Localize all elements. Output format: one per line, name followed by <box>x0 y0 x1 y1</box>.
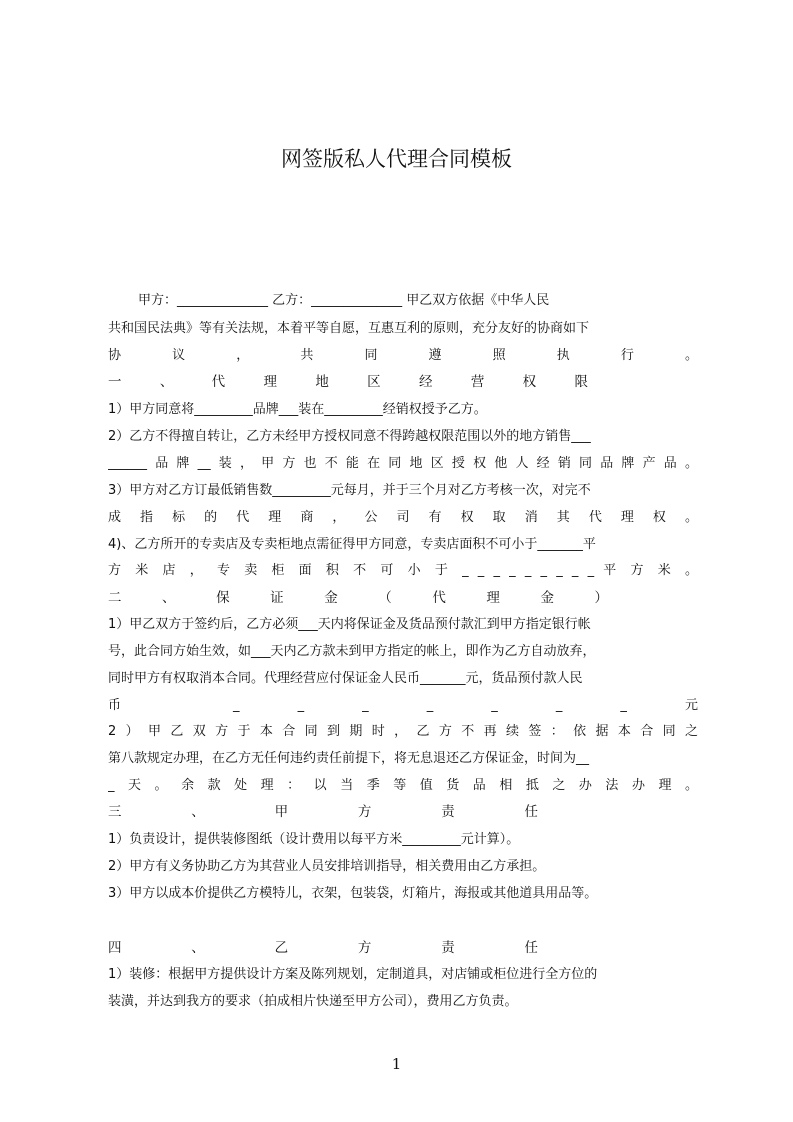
clause-line: 方 米 店 ， 专 卖 柜 面 积 不 可 小 于 _ _ _ _ _ _ _ _ _ 平 方 米 。 <box>108 563 698 578</box>
clause-line: 1）甲方同意将_________品牌___装在_________经销权授予乙方。 <box>108 402 487 417</box>
clause-line: 币 _ _ _ _ _ _ _ 元 <box>108 698 698 713</box>
body-line: 协 议 ， 共 同 遵 照 执 行 。 <box>108 348 698 363</box>
section-heading-4: 四 、 乙 方 责 任 <box>108 940 538 956</box>
document-title: 网签版私人代理合同模板 <box>281 147 512 171</box>
clause-line: 1）负责设计，提供装修图纸（设计费用以每平方米_________元计算）。 <box>108 832 520 847</box>
section-heading-3: 三 、 甲 方 责 任 <box>108 804 538 820</box>
body-line-parties: 甲方：______________ 乙方：______________ 甲乙双方依据《中华人民 <box>138 293 550 308</box>
clause-line: 3）甲方以成本价提供乙方模特儿，衣架，包装袋，灯箱片，海报或其他道具用品等。 <box>108 886 598 901</box>
page-number: 1 <box>391 1055 402 1073</box>
body-line: 共和国民法典》等有关法规，本着平等自愿，互惠互利的原则，充分友好的协商如下 <box>108 321 590 336</box>
clause-line: 2）乙方不得擅自转让，乙方未经甲方授权同意不得跨越权限范围以外的地方销售___ <box>108 429 591 444</box>
clause-line: 3）甲方对乙方订最低销售数_________元每月，并于三个月对乙方考核一次，对完不 <box>108 483 591 498</box>
section-heading-2: 二 、 保 证 金 （ 代 理 金 ） <box>108 590 608 606</box>
clause-line: 4)、乙方所开的专卖店及专卖柜地点需征得甲方同意，专卖店面积不可小于_______平 <box>108 537 596 552</box>
clause-line: 装潢，并达到我方的要求（拍成相片快递至甲方公司），费用乙方负责。 <box>108 994 518 1009</box>
clause-line: 同时甲方有权取消本合同。代理经营应付保证金人民币_______元，货品预付款人民 <box>108 671 583 686</box>
clause-line: _天。余款处理：以当季等值货品相抵之办法办理。 <box>108 778 698 793</box>
section-heading-1: 一 、 代 理 地 区 经 营 权 限 <box>108 374 588 390</box>
clause-line: 2）甲方有义务协助乙方为其营业人员安排培训指导，相关费用由乙方承担。 <box>108 859 546 874</box>
clause-line: 第八款规定办理，在乙方无任何违约责任前提下，将无息退还乙方保证金，时间为__ <box>108 751 590 766</box>
clause-line: 成 指 标 的 代 理 商 ， 公 司 有 权 取 消 其 代 理 权 。 <box>108 510 698 525</box>
clause-line: 1）甲乙双方于签约后，乙方必须___天内将保证金及货品预付款汇到甲方指定银行帐 <box>108 617 591 632</box>
clause-line: 号，此合同方始生效，如___天内乙方款未到甲方指定的帐上，即作为乙方自动放弃， <box>108 644 596 659</box>
clause-line: ______品牌__装，甲方也不能在同地区授权他人经销同品牌产品。 <box>108 456 698 471</box>
clause-line: 2）甲乙双方于本合同到期时，乙方不再续签：依据本合同之 <box>108 724 698 739</box>
clause-line: 1）装修：根据甲方提供设计方案及陈列规划，定制道具，对店铺或柜位进行全方位的 <box>108 967 598 982</box>
